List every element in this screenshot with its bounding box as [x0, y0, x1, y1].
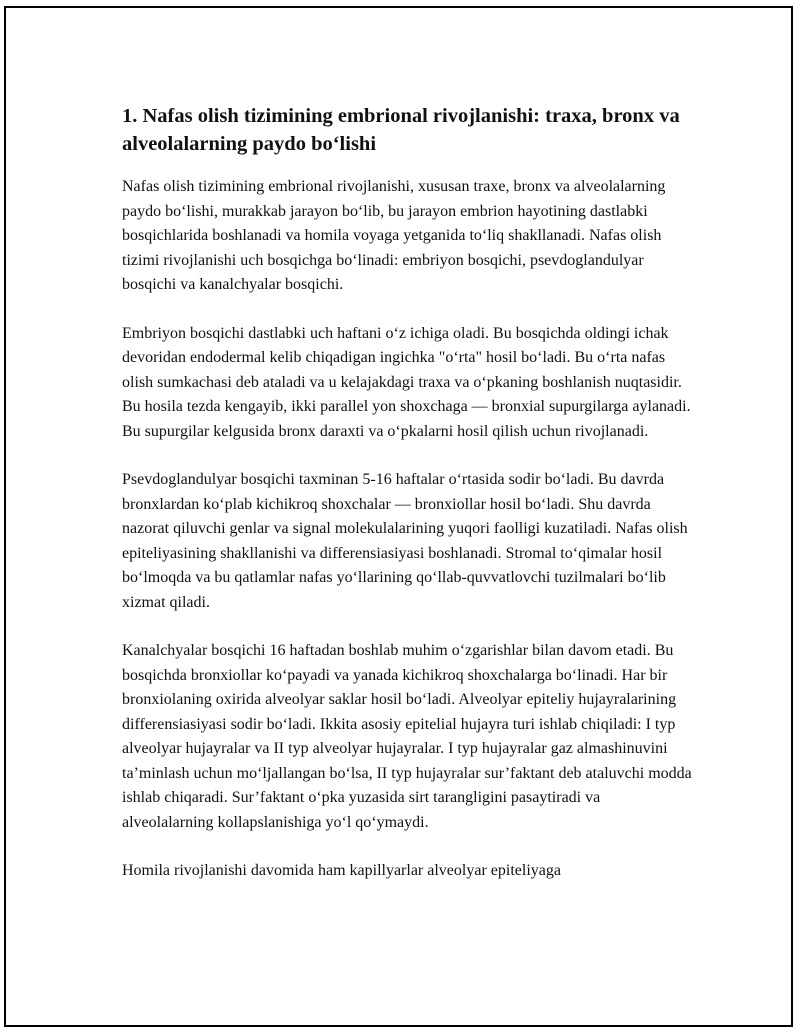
paragraph: Embriyon bosqichi dastlabki uch haftani o‘z ichiga oladi. Bu bosqichda oldingi ichak devoridan endodermal kelib chiqadigan ingichka "o‘rta" hosil bo‘ladi. Bu o‘rta nafas olish sumkachasi deb ataladi va u kelajakdagi traxa va o‘pkaning boshlanish nuqtasidir. Bu hosila tezda kengayib, ikki parallel yon shoxchaga — bronxial supurgilarga aylanadi. Bu supurgilar kelgusida bronx daraxti va o‘pkalarni hosil qilish uchun rivojlanadi. — [122, 324, 691, 440]
paragraph: Psevdoglandulyar bosqichi taxminan 5-16 haftalar o‘rtasida sodir bo‘ladi. Bu davrda bronxlardan ko‘plab kichikroq shoxchalar — bronxiollar hosil bo‘ladi. Shu davrda nazorat qiluvchi genlar va signal molekulalarining yuqori faolligi kuzatiladi. Nafas olish epiteliyasining shakllanishi va differensiasiyasi boshlanadi. Stromal to‘qimalar hosil bo‘lmoqda va bu qatlamlar nafas yo‘llarining qo‘llab-quvvatlovchi tuzilmalari bo‘lib xizmat qiladi. — [122, 471, 688, 611]
paragraph: Kanalchyalar bosqichi 16 haftadan boshlab muhim o‘zgarishlar bilan davom etadi. Bu bosqichda bronxiollar ko‘payadi va yanada kichikroq shoxchalarga bo‘linadi. Har bir bronxiolaning oxirida alveolyar saklar hosil bo‘ladi. Alveolyar epiteliy hujayralarining differensiasiyasi sodir bo‘ladi. Ikkita asosiy epitelial hujayra turi ishlab chiqiladi: I typ alveolyar hujayralar va II typ alveolyar hujayralar. I typ hujayralar gaz almashinuvini ta’minlash uchun mo‘ljallangan bo‘lsa, II typ hujayralar sur’faktant deb ataluvchi modda ishlab chiqaradi. Sur’faktant o‘pka yuzasida sirt tarangligini pasaytiradi va alveolalarning kollapslanishiga yo‘l qo‘ymaydi. — [122, 642, 692, 831]
document-body — [122, 102, 694, 908]
paragraph: Nafas olish tizimining embrional rivojlanishi, xususan traxe, bronx va alveolalarning paydo bo‘lishi, murakkab jarayon bo‘lib, bu jarayon embrion hayotining dastlabki bosqichlarida boshlanadi va homila voyaga yetganida to‘liq shakllanadi. Nafas olish tizimi rivojlanishi uch bosqichga bo‘linadi: embriyon bosqichi, psevdoglandulyar bosqichi va kanalchyalar bosqichi. — [122, 178, 666, 293]
page-frame — [4, 6, 793, 1027]
section-heading: 1. Nafas olish tizimining embrional rivojlanishi: traxa, bronx va alveolalarning paydo bo‘lishi — [122, 105, 680, 155]
paragraph: Homila rivojlanishi davomida ham kapillyarlar alveolyar epiteliyaga — [122, 862, 561, 879]
